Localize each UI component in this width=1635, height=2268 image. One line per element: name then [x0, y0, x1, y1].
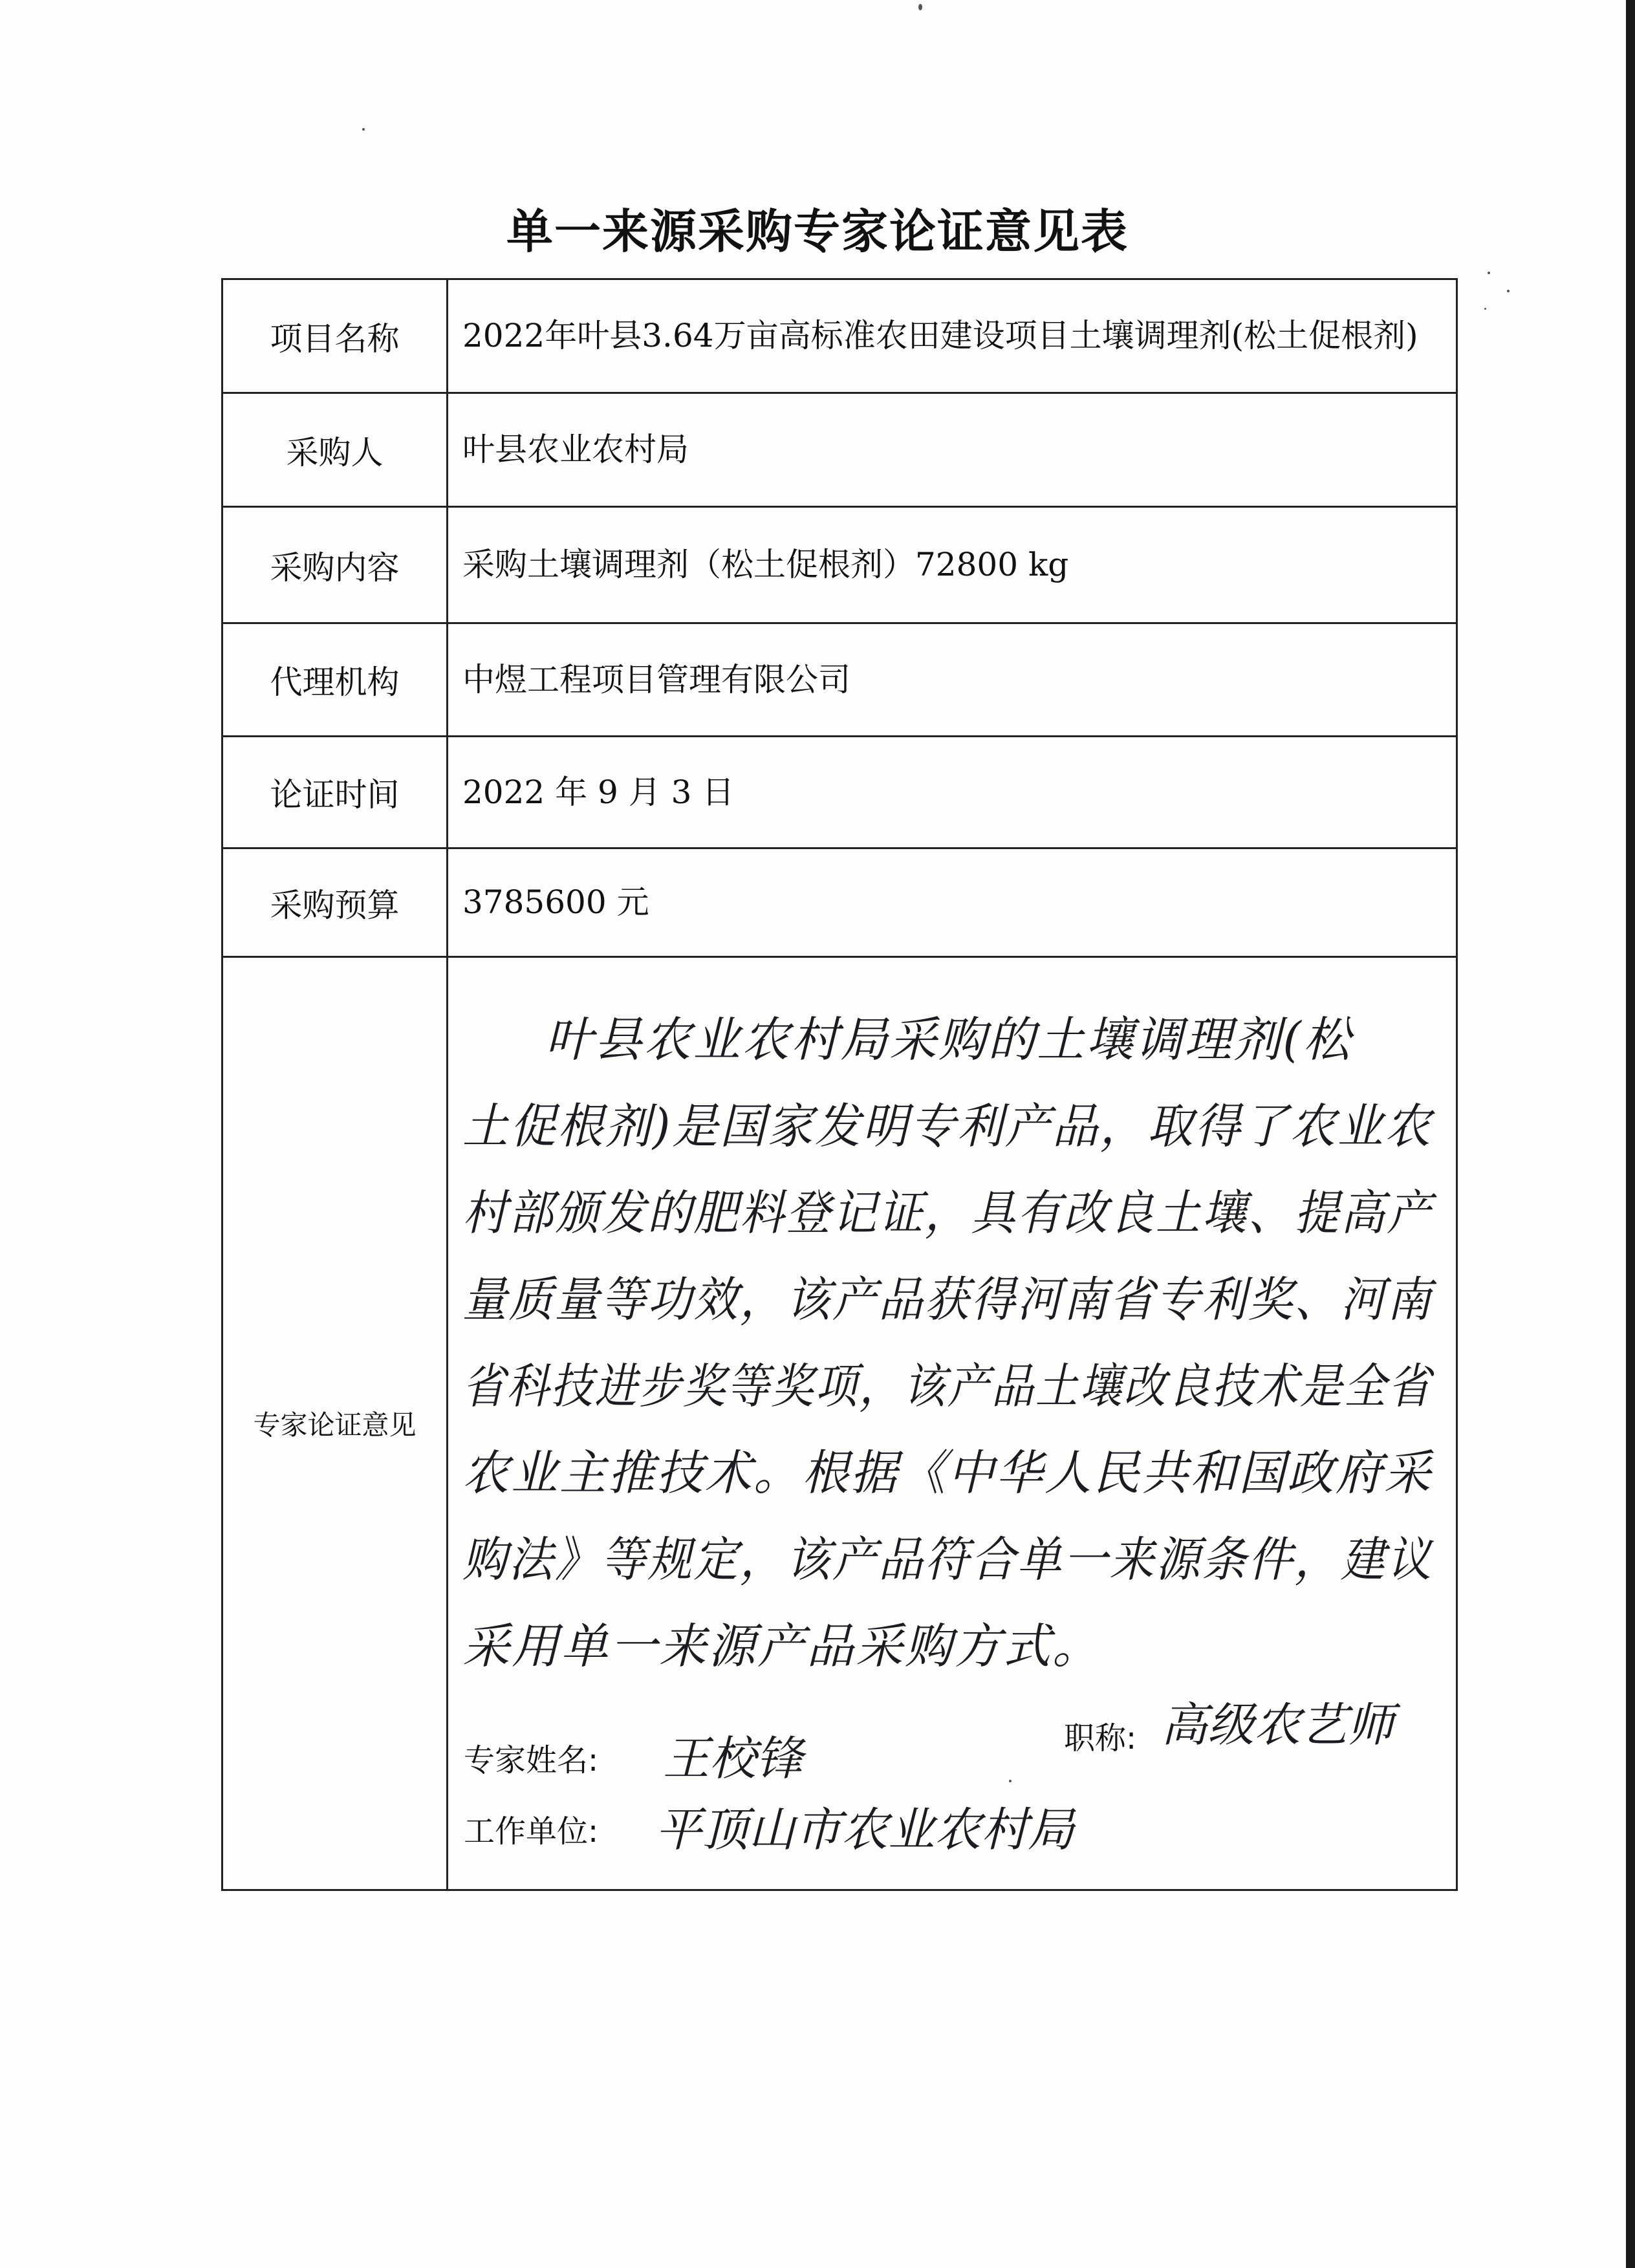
handwritten-line: 农业主推技术。根据《中华人民共和国政府采: [462, 1445, 1433, 1501]
handwritten-line: 购法》等规定，该产品符合单一来源条件，建议: [462, 1532, 1433, 1588]
form-label: 采购内容: [223, 508, 448, 622]
handwritten-line: 村部颁发的肥料登记证，具有改良土壤、提高产: [462, 1185, 1433, 1241]
form-label: 采购预算: [223, 849, 448, 956]
scan-speck: [918, 4, 922, 10]
title-value: 高级农艺师: [1161, 1698, 1394, 1752]
form-label: 采购人: [223, 394, 448, 506]
form-row-agency: [223, 624, 1456, 737]
opinion-form-table: [221, 278, 1458, 1891]
expert-name-label: 专家姓名:: [464, 1742, 599, 1778]
form-row-expert-opinion: [223, 958, 1456, 1889]
form-value: 采购土壤调理剂（松土促根剂）72800 kg: [462, 546, 1069, 584]
form-label: 代理机构: [223, 624, 448, 735]
scan-speck: [1488, 272, 1490, 274]
work-unit: 平顶山市农业农村局: [655, 1802, 1075, 1857]
form-label: 论证时间: [223, 737, 448, 847]
form-row-project-name: [223, 280, 1456, 394]
work-unit-label: 工作单位:: [464, 1813, 599, 1850]
handwritten-line: 省科技进步奖等奖项，该产品土壤改良技术是全省: [462, 1359, 1433, 1414]
form-value: 3785600 元: [462, 883, 649, 922]
form-row-purchaser: [223, 394, 1456, 508]
form-row-review-date: [223, 737, 1456, 849]
expert-name: 王校锋: [663, 1731, 803, 1786]
form-value: 2022年叶县3.64万亩高标准农田建设项目土壤调理剂(松土促根剂): [462, 317, 1418, 355]
scan-speck: [1484, 308, 1486, 310]
handwritten-line: 土促根剂)是国家发明专利产品，取得了农业农: [462, 1099, 1433, 1154]
form-label: 专家论证意见: [223, 958, 448, 1889]
handwritten-line: 量质量等功效，该产品获得河南省专利奖、河南: [462, 1272, 1433, 1328]
scan-speck: [1009, 1780, 1012, 1782]
document-title: 单一来源采购专家论证意见表: [506, 204, 1129, 259]
form-value: 中煜工程项目管理有限公司: [462, 660, 850, 698]
form-value: 2022 年 9 月 3 日: [462, 773, 735, 811]
scan-speck: [362, 128, 365, 131]
handwritten-line: 采用单一来源产品采购方式。: [462, 1619, 1101, 1674]
handwritten-line: 叶县农业农村局采购的土壤调理剂(松: [545, 1012, 1352, 1068]
form-row-procurement-content: [223, 508, 1456, 624]
form-row-budget: [223, 849, 1456, 958]
scan-speck: [1507, 290, 1510, 292]
form-value: 叶县农业农村局: [462, 431, 689, 469]
handwritten-opinion: [462, 997, 1446, 1690]
form-label: 项目名称: [223, 280, 448, 392]
scan-border: [1626, 0, 1635, 2268]
title-label: 职称:: [1064, 1720, 1137, 1756]
